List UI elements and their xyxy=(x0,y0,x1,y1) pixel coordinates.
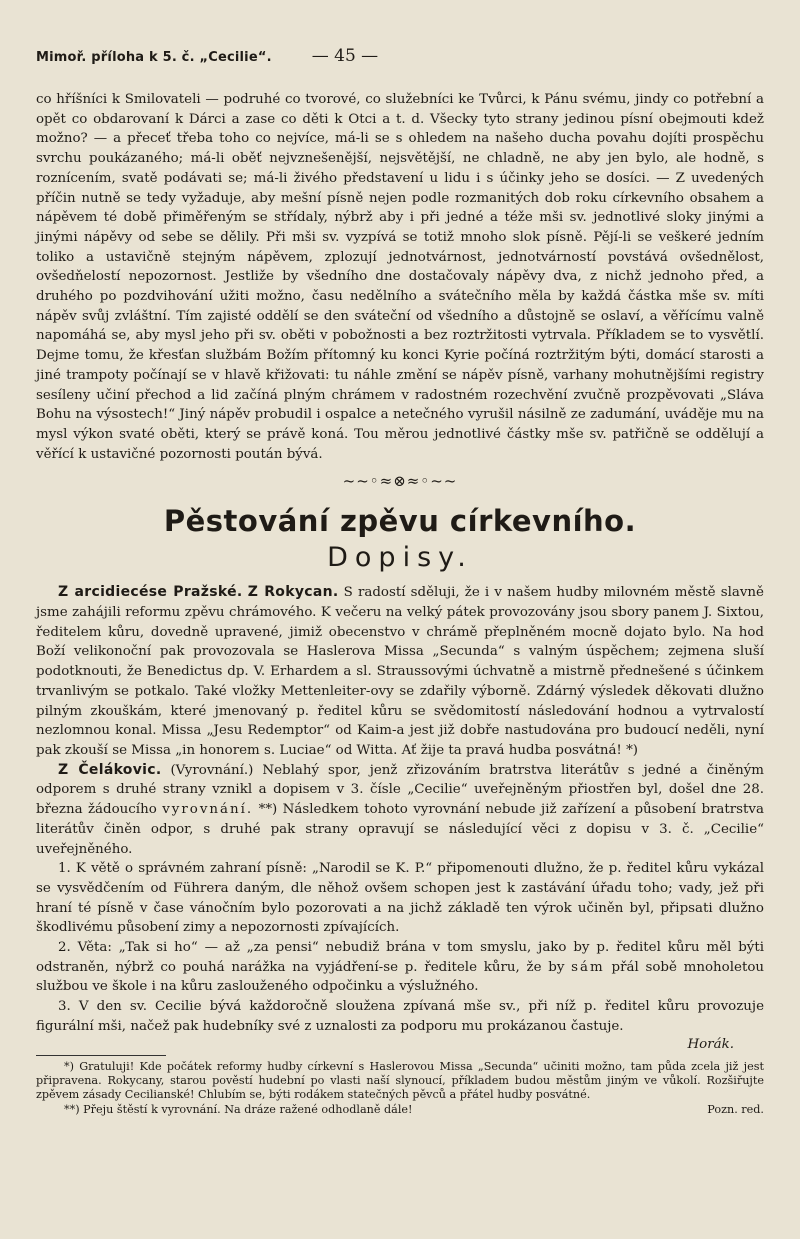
letter-celakovice xyxy=(36,761,764,860)
intro-paragraph: co hříšníci k Smilovateli — podruhé co tvorové, co služebníci ke Tvůrci, k Pánu svému, jindy co potřební a opět co obdarovaní k Dárci a zase co děti k Otci a t. d. Všecky tyto strany jedinou písní obejmouti kdež možno? — a přeceť třeba toho co nejvíce, má-li se s ohledem na našeho ducha povahu dojíti prospěchu svrchu poukázaného; má-li oběť nejvznešenější, nejsvětější, ne chladně, ne aby jen bylo, ale hodně, s roznícením, svatě podávati se; má-li živého představení u lidu i s účinky jeho se dosíci. — Z uvedených příčin nutně se tedy vyžaduje, aby mešní písně nejen podle rozmanitých dob roku církevního obsahem a nápěvem té době přiměřeným se střídaly, nýbrž aby i při jedné a téže mši sv. jednotlivé sloky jinými a jinými nápěvy od sebe se dělily. Při mši sv. vyzpívá se totiž mnoho slok písně. Pějí-li se veškeré jedním toliko a ustavičně stejným nápěvem, zplozují jednotvárnost, jednotvárností povstává ovšednělost, ovšedňelostí nepozornost. Jestliže by všedního dne dostačovaly nápěvy dva, z nichž jednoho před, a druhého po pozdvihování užiti možno, času nedělního a svátečního měla by každá částka mše sv. míti nápěv svůj zvláštní. Tím zajisté oddělí se den sváteční od všedního a důstojně se oslaví, a věřícímu valně napomáhá se, aby mysl jeho při sv. oběti v pobožnosti a bez roztržitosti vytrvala. Příkladem se to vysvětlí. Dejme tomu, že křesťan službám Božím přítomný ku konci Kyrie počíná roztržitým býti, domácí starosti a jiné trampoty počínají se v hlavě křižovati: tu náhle změní se nápěv písně, varhany mohutnějšími registry sesíleny učiní přechod a lid začíná plným chrámem v radostném rozechvění zvučně prozpěvovati „Sláva Bohu na výsostech!“ Jiný nápěv probudil i ospalce a netečného vyrušil násilně ze zadumání, uváděje mu na mysl výkon svaté oběti, který se právě koná. Tou měrou jednotlivé částky mše sv. patřičně se oddělují a věřící k ustavičné pozornosti poután bývá. xyxy=(36,92,764,462)
list-item-2-text-a: 2. Věta: „Tak si ho“ — až „za pensi“ nebudiž brána v tom smyslu, jako by p. ředitel kůru měl býti odstraněn, nýbrž co pouhá narážka na vyjádření-se p. ředitele kůru, že by xyxy=(36,940,764,975)
ornament-divider: ~~◦≈⊗≈◦~~ xyxy=(342,472,458,491)
footnote-2 xyxy=(36,1103,764,1117)
diocese-heading: Z arcidiecése Pražské. xyxy=(58,584,243,601)
list-item-2-spaced: sám xyxy=(571,959,605,975)
place-heading-rokycany: Z Rokycan. xyxy=(247,584,339,601)
letter-rokycany-text: S radostí sděluji, že i v našem hudby milovném městě slavně jsme zahájili reformu zpěvu chrámového. K večeru na velký pátek provozovány jsou sbory panem J. Sixtou, ředitelem kůru, dovedně upravené, jimiž obecenstvo v chrámě přeplněném mocně dojato bylo. Na hod Boží velikonoční pak provozovala se Haslerova Missa „Secunda“ s valným úspěchem; zejmena sluší podotknouti, že Benedictus dp. V. Erhardem a sl. Straussovými úchvatně a mistrně přednešené s účinkem trvanlivým se potkalo. Také vložky Mettenleiter-ovy se zdařily výborně. Zdárný výsledek děkovati dlužno pilným zkouškám, které jmenovaný p. ředitel kůru se svědomitostí následování hodnou a vytrvalostí nezlomnou konal. Missa „Jesu Redemptor“ od Kaim-a jest již dobře nastudována pro budoucí neděli, nyní pak zkouší se Missa „in honorem s. Luciae“ od Witta. Ať žije ta pravá hudba posvátná! *) xyxy=(36,585,764,758)
signature: Horák. xyxy=(687,1036,734,1052)
letter-celakovice-text-b: **) Následkem tohoto vyrovnání nebude již zařízení a působení bratrstva literátův činěn odpor, s druhé pak strany opravují se následující věci z dopisu v 3. č. „Cecilie“ uveřejněného. xyxy=(36,802,764,857)
footnote-2-text: **) Přeju štěstí k vyrovnání. Na dráze ražené odhodlaně dále! xyxy=(64,1102,413,1116)
place-heading-celakovice: Z Čelákovic. xyxy=(58,761,162,778)
letter-rokycany xyxy=(36,583,764,760)
list-item-1: 1. K větě o správném zahraní písně: „Narodil se K. P.“ připomenouti dlužno, že p. ředitel kůru vykázal se vysvědčením od Führera daným, dle něhož ovšem schopen jest k zastávání úřadu toho; vady, jež při hraní té písně v čase vánočním bylo pozorovati a na jichž základě ten výrok učiněn byl, připsati dlužno škodlivému působení zimy a nepozornosti zpívajících. xyxy=(36,861,764,936)
list-item-2-text-b: přál sobě mnoholetou službou ve škole i na kůru zaslouženého odpočinku a výslužného. xyxy=(36,959,765,995)
page-number: — 45 — xyxy=(311,46,379,66)
subsection-title: Dopisy. xyxy=(327,542,473,574)
list-item-3: 3. V den sv. Cecilie bývá každoročně sloužena zpívaná mše sv., při níž p. ředitel kůru provozuje figurální mši, načež pak hudebníky své z uznalosti za podporu mu prokázanou častuje. xyxy=(36,999,764,1034)
footnote-rule xyxy=(36,1055,166,1056)
journal-reference: Mimoř. příloha k 5. č. „Cecilie“. xyxy=(36,50,272,65)
letter-celakovice-text-a: (Vyrovnání.) Neblahý spor, jenž zřizováním bratrstva literátův s jedné a činěným odporem s druhé strany vznikl a dopisem v 3. čísle „Cecilie“ uveřejněným přiostřen byl, došel dne 28. března žádoucího xyxy=(36,762,764,818)
list-item-2 xyxy=(36,938,764,997)
footnote-1: *) Gratuluji! Kde počátek reformy hudby církevní s Haslerovou Missa „Secunda“ učiniti možno, tam půda zcela již jest připravena. Rokycany, starou pověstí hudební po vlasti naší slynoucí, příkladem budou městům jiným ve vůkolí. Rozšiřujte zpěvem zásady Cecilianské! Chlubím se, býti rodákem statečných pěvců a přátel hudby posvátné. xyxy=(36,1059,764,1102)
spaced-word: vyrovnání. xyxy=(162,802,254,818)
running-header xyxy=(36,46,764,66)
footnotes xyxy=(36,1060,764,1118)
footnote-2-sign: Pozn. red. xyxy=(707,1102,764,1116)
section-title: Pěstování zpěvu církevního. xyxy=(163,504,637,539)
